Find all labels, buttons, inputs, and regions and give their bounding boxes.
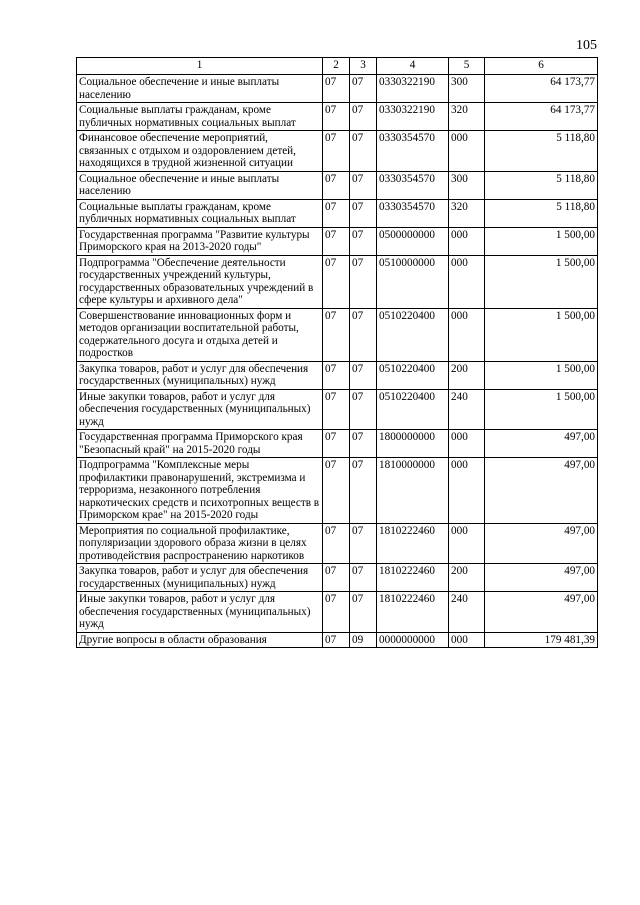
row-subsection-cell: 07	[350, 131, 377, 172]
row-subsection-cell: 07	[350, 523, 377, 564]
row-expense-type-cell: 000	[449, 632, 485, 648]
row-name-cell: Государственная программа Приморского края "Безопасный край" на 2015-2020 годы	[77, 430, 323, 458]
row-name-cell: Мероприятия по социальной профилактике, популяризации здорового образа жизни в целях противодействия распространению наркотиков	[77, 523, 323, 564]
row-subsection-cell: 07	[350, 430, 377, 458]
row-subsection-cell: 09	[350, 632, 377, 648]
header-cell-1: 1	[77, 58, 323, 75]
row-amount-cell: 5 118,80	[485, 199, 598, 227]
header-cell-6: 6	[485, 58, 598, 75]
row-name-cell: Социальные выплаты гражданам, кроме публичных нормативных социальных выплат	[77, 103, 323, 131]
table-row	[77, 389, 598, 430]
row-section-cell: 07	[323, 103, 350, 131]
header-row	[77, 58, 598, 75]
row-expense-type-cell: 000	[449, 131, 485, 172]
table-row	[77, 103, 598, 131]
row-amount-cell: 1 500,00	[485, 227, 598, 255]
row-amount-cell: 1 500,00	[485, 308, 598, 361]
table-row	[77, 131, 598, 172]
row-target-article-cell: 0500000000	[377, 227, 449, 255]
table-row	[77, 632, 598, 648]
header-cell-5: 5	[449, 58, 485, 75]
row-section-cell: 07	[323, 171, 350, 199]
row-amount-cell: 497,00	[485, 592, 598, 633]
row-subsection-cell: 07	[350, 171, 377, 199]
row-expense-type-cell: 320	[449, 103, 485, 131]
row-target-article-cell: 0510000000	[377, 255, 449, 308]
row-section-cell: 07	[323, 199, 350, 227]
row-section-cell: 07	[323, 361, 350, 389]
row-subsection-cell: 07	[350, 592, 377, 633]
table-row	[77, 523, 598, 564]
table-row	[77, 255, 598, 308]
row-target-article-cell: 0330322190	[377, 103, 449, 131]
row-expense-type-cell: 000	[449, 523, 485, 564]
row-name-cell: Совершенствование инновационных форм и методов организации воспитательной работы, содержательного досуга и отдыха детей и подростков	[77, 308, 323, 361]
row-expense-type-cell: 000	[449, 430, 485, 458]
header-cell-4: 4	[377, 58, 449, 75]
row-amount-cell: 179 481,39	[485, 632, 598, 648]
row-expense-type-cell: 300	[449, 75, 485, 103]
row-section-cell: 07	[323, 458, 350, 524]
row-section-cell: 07	[323, 255, 350, 308]
row-section-cell: 07	[323, 430, 350, 458]
row-name-cell: Закупка товаров, работ и услуг для обеспечения государственных (муниципальных) нужд	[77, 564, 323, 592]
row-name-cell: Финансовое обеспечение мероприятий, связанных с отдыхом и оздоровлением детей, находящихся в трудной жизненной ситуации	[77, 131, 323, 172]
table-row	[77, 361, 598, 389]
header-cell-3: 3	[350, 58, 377, 75]
row-name-cell: Социальное обеспечение и иные выплаты населению	[77, 75, 323, 103]
table-row	[77, 171, 598, 199]
row-target-article-cell: 0330354570	[377, 171, 449, 199]
row-subsection-cell: 07	[350, 308, 377, 361]
row-target-article-cell: 0330354570	[377, 199, 449, 227]
row-amount-cell: 1 500,00	[485, 389, 598, 430]
row-target-article-cell: 0510220400	[377, 308, 449, 361]
row-subsection-cell: 07	[350, 255, 377, 308]
row-expense-type-cell: 200	[449, 564, 485, 592]
row-target-article-cell: 0000000000	[377, 632, 449, 648]
table-row	[77, 458, 598, 524]
row-subsection-cell: 07	[350, 199, 377, 227]
table-row	[77, 199, 598, 227]
row-target-article-cell: 1810222460	[377, 523, 449, 564]
row-subsection-cell: 07	[350, 564, 377, 592]
row-name-cell: Иные закупки товаров, работ и услуг для обеспечения государственных (муниципальных) нужд	[77, 389, 323, 430]
row-section-cell: 07	[323, 389, 350, 430]
row-amount-cell: 497,00	[485, 523, 598, 564]
row-expense-type-cell: 000	[449, 255, 485, 308]
table-row	[77, 592, 598, 633]
row-name-cell: Подпрограмма "Обеспечение деятельности государственных учреждений культуры, государственных образовательных учреждений в сфере культуры и архивного дела"	[77, 255, 323, 308]
row-name-cell: Подпрограмма "Комплексные меры профилактики правонарушений, экстремизма и терроризма, незаконного потребления наркотических средств и психотропных веществ в Приморском крае" на 2015-2020 годы	[77, 458, 323, 524]
table-row	[77, 430, 598, 458]
row-amount-cell: 497,00	[485, 430, 598, 458]
row-expense-type-cell: 240	[449, 592, 485, 633]
row-target-article-cell: 0330354570	[377, 131, 449, 172]
row-section-cell: 07	[323, 308, 350, 361]
row-subsection-cell: 07	[350, 361, 377, 389]
row-section-cell: 07	[323, 131, 350, 172]
row-amount-cell: 1 500,00	[485, 361, 598, 389]
row-amount-cell: 5 118,80	[485, 171, 598, 199]
row-expense-type-cell: 000	[449, 308, 485, 361]
row-name-cell: Социальное обеспечение и иные выплаты населению	[77, 171, 323, 199]
row-name-cell: Другие вопросы в области образования	[77, 632, 323, 648]
row-target-article-cell: 0330322190	[377, 75, 449, 103]
row-subsection-cell: 07	[350, 389, 377, 430]
row-section-cell: 07	[323, 592, 350, 633]
table-row	[77, 564, 598, 592]
row-expense-type-cell: 000	[449, 458, 485, 524]
row-amount-cell: 1 500,00	[485, 255, 598, 308]
table-row	[77, 75, 598, 103]
row-expense-type-cell: 000	[449, 227, 485, 255]
row-expense-type-cell: 320	[449, 199, 485, 227]
row-expense-type-cell: 300	[449, 171, 485, 199]
row-expense-type-cell: 240	[449, 389, 485, 430]
row-subsection-cell: 07	[350, 103, 377, 131]
row-target-article-cell: 0510220400	[377, 361, 449, 389]
row-amount-cell: 497,00	[485, 458, 598, 524]
row-section-cell: 07	[323, 523, 350, 564]
row-target-article-cell: 0510220400	[377, 389, 449, 430]
row-subsection-cell: 07	[350, 458, 377, 524]
row-name-cell: Иные закупки товаров, работ и услуг для обеспечения государственных (муниципальных) нужд	[77, 592, 323, 633]
row-target-article-cell: 1800000000	[377, 430, 449, 458]
row-section-cell: 07	[323, 564, 350, 592]
row-section-cell: 07	[323, 632, 350, 648]
row-section-cell: 07	[323, 75, 350, 103]
row-subsection-cell: 07	[350, 227, 377, 255]
row-name-cell: Государственная программа "Развитие культуры Приморского края на 2013-2020 годы"	[77, 227, 323, 255]
table-row	[77, 227, 598, 255]
budget-table	[76, 57, 598, 648]
row-expense-type-cell: 200	[449, 361, 485, 389]
row-amount-cell: 64 173,77	[485, 75, 598, 103]
row-amount-cell: 64 173,77	[485, 103, 598, 131]
row-target-article-cell: 1810000000	[377, 458, 449, 524]
row-name-cell: Закупка товаров, работ и услуг для обеспечения государственных (муниципальных) нужд	[77, 361, 323, 389]
table-row	[77, 308, 598, 361]
header-cell-2: 2	[323, 58, 350, 75]
row-target-article-cell: 1810222460	[377, 592, 449, 633]
row-subsection-cell: 07	[350, 75, 377, 103]
page-number: 105	[576, 38, 597, 53]
row-amount-cell: 5 118,80	[485, 131, 598, 172]
row-target-article-cell: 1810222460	[377, 564, 449, 592]
row-name-cell: Социальные выплаты гражданам, кроме публичных нормативных социальных выплат	[77, 199, 323, 227]
row-section-cell: 07	[323, 227, 350, 255]
row-amount-cell: 497,00	[485, 564, 598, 592]
